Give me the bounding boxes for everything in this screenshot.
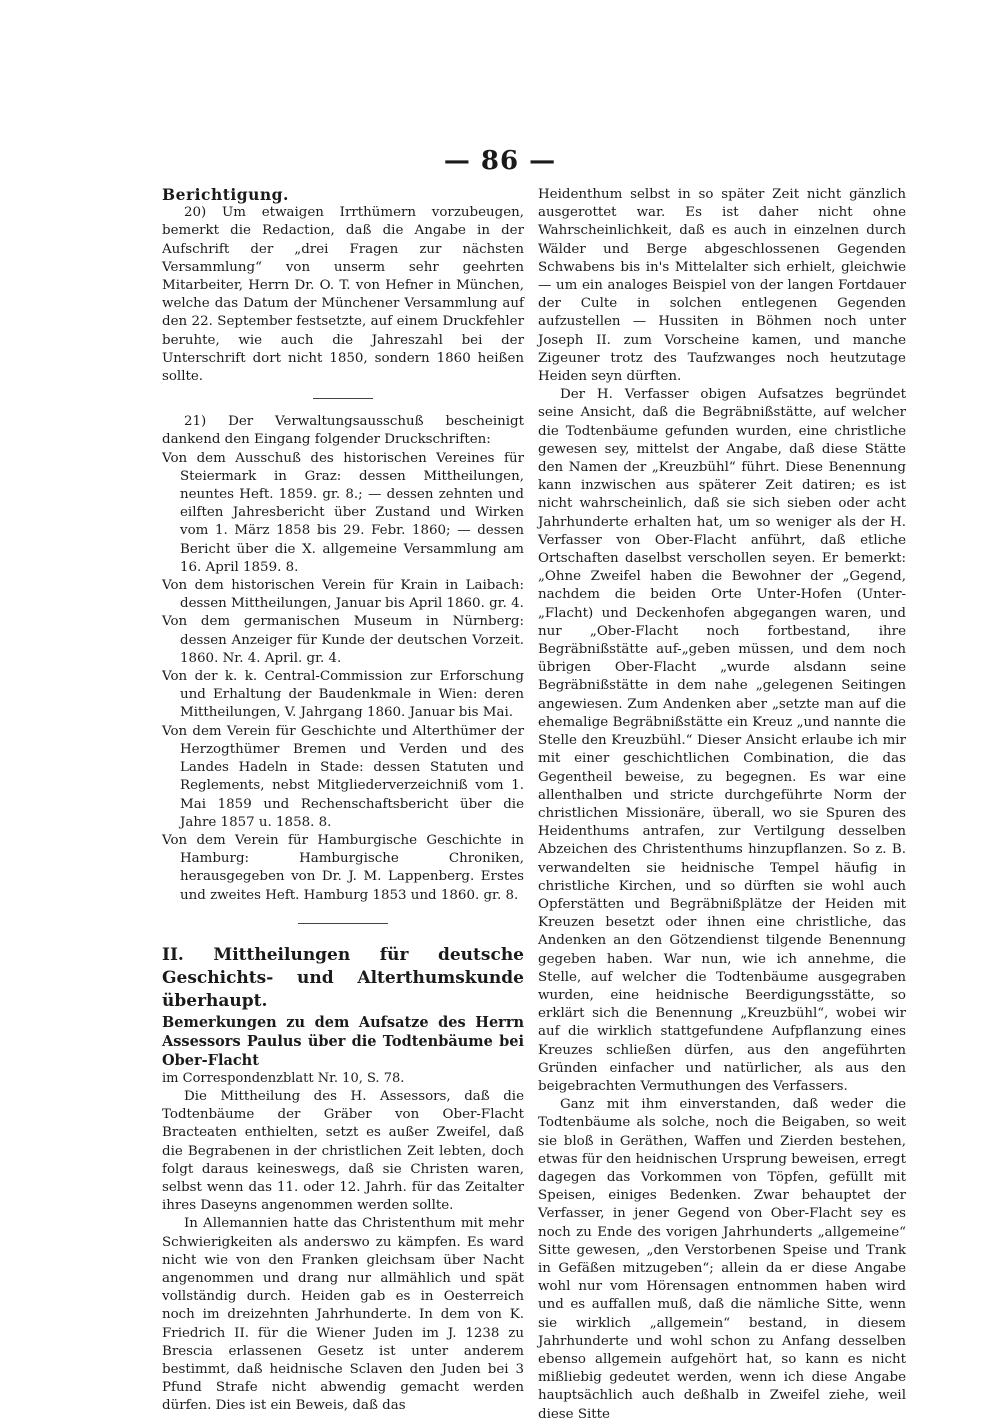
paragraph: Ganz mit ihm einverstanden, daß weder die Todtenbäume als solche, noch die Beigaben, so weit sie bloß in Geräthen, Waffen und Zierden bestehen, etwas für den heidnischen Ursprung beweisen, erregt dagegen das Vorkommen von Töpfen, gefüllt mit Speisen, einiges Bedenken. Zwar behauptet der Verfasser, in jener Gegend von Ober-Flacht sey es noch zu Ende des vorigen Jahrhunderts „allgemeine“ Sitte gewesen, „den Verstorbenen Speise und Trank in Gefäßen mitzugeben“; allein da er diese Angabe wohl nur vom Hörensagen entnommen haben wird und es auffallen muß, daß die nämliche Sitte, wenn sie wirklich „allgemein“ bestand, in diesem Jahrhunderte und wohl schon zu Anfang desselben ebenso allgemein aufgehört hat, so kann es nicht mißliebig gedeutet werden, wenn ich diese Angabe hauptsächlich auch deßhalb in Zweifel ziehe, weil diese Sitte (538, 1097, 906, 1422)
right-column (538, 186, 906, 1424)
entry: Von dem Verein für Geschichte und Alterthümer der Herzogthümer Bremen und Verden und des Landes Hadeln in Stade: dessen Statuten und Reglements, nebst Mitgliederverzeichniß vom 1. Mai 1859 und Rechenschaftsbericht über die Jahre 1857 u. 1858. 8. (162, 723, 524, 830)
section-title: II. Mittheilungen für deutsche Geschichts- und Alterthumskunde überhaupt. (162, 944, 524, 1011)
item21-intro: 21) Der Verwaltungsausschuß bescheinigt dankend den Eingang folgender Druckschriften: (162, 414, 524, 448)
paragraph: Der H. Verfasser obigen Aufsatzes begründet seine Ansicht, daß die Begräbnißstätte, auf welcher die Todtenbäume gefunden wurden, eine christliche gewesen sey, mittelst der Angabe, daß diese Stätte den Namen der „Kreuzbühl“ führt. Diese Benennung kann inzwischen aus späterer Zeit datiren; es ist nicht wahrscheinlich, daß sie sich sieben oder acht Jahrhunderte erhalten hat, um so weniger als der H. Verfasser von Ober-Flacht anführt, daß etliche Ortschaften daselbst verschollen seyen. Er bemerkt: „Ohne Zweifel haben die Bewohner der „Gegend, nachdem die beiden Orte Unter-Hofen (Unter-„Flacht) und Deckenhofen abgegangen waren, und nur „Ober-Flacht noch fortbestand, ihre Begräbnißstätte auf-„geben müssen, und dem noch übrigen Ober-Flacht „wurde alsdann seine Begräbnißstätte in dem nahe „gelegenen Seitingen angewiesen. Zum Andenken aber „setzte man auf die ehemalige Begräbnißstätte ein Kreuz „und nannte die Stelle den Kreuzbühl.“ Dieser Ansicht erlaube ich mir mit einer geschichtlichen Combination, die das Gegentheil beweise, zu begegnen. Es war eine allenthalben und stricte durchgeführte Norm der christlichen Missionäre, überall, wo sie Spuren des Heidenthums antrafen, zur Vertilgung desselben Abzeichen des Christenthums hinzupflanzen. So z. B. verwandelten sie heidnische Tempel häufig in christliche Kirchen, und so dürften sie wohl auch Opferstätten und Begräbnißplätze der Heiden mit Kreuzen besetzt oder ihnen eine christliche, das Andenken an den Götzendienst tilgende Benennung gegeben haben. War nun, wie ich annehme, die Stelle, auf welcher die Todtenbäume ausgegraben wurden, eine heidnische Beerdigungsstätte, so erklärt sich die Benennung „Kreuzbühl“, wobei wir auf die wirklich stattgefundene Aufpflanzung eines Kreuzes schließen dürfen, aus den angeführten Gründen einfacher und natürlicher, als aus den beigebrachten Vermuthungen des Verfassers. (538, 387, 906, 1094)
article-paragraph: Die Mittheilung des H. Assessors, daß die Todtenbäume der Gräber von Ober-Flacht Bracteaten enthielten, setzt es außer Zweifel, daß die Begrabenen in der christlichen Zeit lebten, doch folgt daraus keineswegs, daß sie Christen waren, selbst wenn das 11. oder 12. Jahrh. für das Zeitalter ihres Daseyns angenommen werden sollte. (162, 1088, 524, 1214)
article-title: Bemerkungen zu dem Aufsatze des Herrn Assessors Paulus über die Todtenbäume bei Ober-Flacht (162, 1013, 524, 1069)
left-column (162, 186, 524, 1416)
entry: Von dem Verein für Hamburgische Geschichte in Hamburg: Hamburgische Chroniken, herausgegeben von Dr. J. M. Lappenberg. Erstes und zweites Heft. Hamburg 1853 und 1860. gr. 8. (162, 832, 524, 903)
entry: Von dem germanischen Museum in Nürnberg: dessen Anzeiger für Kunde der deutschen Vorzeit. 1860. Nr. 4. April. gr. 4. (162, 614, 524, 666)
divider (298, 923, 388, 924)
berichtigung-heading: Berichtigung. (162, 185, 289, 204)
entry: Von dem Ausschuß des historischen Vereines für Steiermark in Graz: dessen Mittheilungen, neuntes Heft. 1859. gr. 8.; — dessen zehnten und eilften Jahresbericht über Zustand und Wirken vom 1. März 1858 bis 29. Febr. 1860; — dessen Bericht über die X. allgemeine Versammlung am 16. April 1859. 8. (162, 450, 524, 575)
article-paragraph: In Allemannien hatte das Christenthum mit mehr Schwierigkeiten als anderswo zu kämpfen. Es ward nicht wie von den Franken gleichsam über Nacht angenommen und drang nur allmählich und spät vollständig durch. Heiden gab es in Oesterreich noch im dreizehnten Jahrhunderte. In dem von K. Friedrich II. für die Wiener Juden im J. 1238 zu Brescia erlassenen Gesetz ist unter anderem bestimmt, daß heidnische Sclaven den Juden bei 3 Pfund Strafe nicht abwendig gemacht werden dürfen. Dies ist ein Beweis, daß das (162, 1216, 524, 1414)
entry: Von dem historischen Verein für Krain in Laibach: dessen Mittheilungen, Januar bis April 1860. gr. 4. (162, 578, 524, 612)
page-number: — 86 — (443, 146, 557, 176)
entry: Von der k. k. Central-Commission zur Erforschung und Erhaltung der Baudenkmale in Wien: deren Mittheilungen, V. Jahrgang 1860. Januar bis Mai. (162, 669, 524, 721)
berichtigung-text: 20) Um etwaigen Irrthümern vorzubeugen, bemerkt die Redaction, daß die Angabe in der Aufschrift der „drei Fragen zur nächsten Versammlung“ von unserm sehr geehrten Mitarbeiter, Herrn Dr. O. T. von Hefner in München, welche das Datum der Münchener Versammlung auf den 22. September festsetzte, auf einem Druckfehler beruhte, wie auch die Jahreszahl bei der Unterschrift dort nicht 1850, sondern 1860 heißen sollte. (162, 205, 524, 385)
article-subtitle: im Correspondenzblatt Nr. 10, S. 78. (162, 1070, 405, 1086)
paragraph: Heidenthum selbst in so später Zeit nicht gänzlich ausgerottet war. Es ist daher nicht ohne Wahrscheinlichkeit, daß es auch in einzelnen durch Wälder und Berge abgeschlossenen Gegenden Schwabens bis in's Mittelalter sich erhielt, gleichwie — um ein analoges Beispiel von der langen Fortdauer der Culte in solchen entlegenen Gegenden aufzustellen — Hussiten in Böhmen noch unter Joseph II. zum Vorscheine kamen, und manche Zigeuner trotz des Taufzwanges noch heutzutage Heiden seyn dürften. (538, 187, 906, 385)
divider (313, 398, 373, 399)
